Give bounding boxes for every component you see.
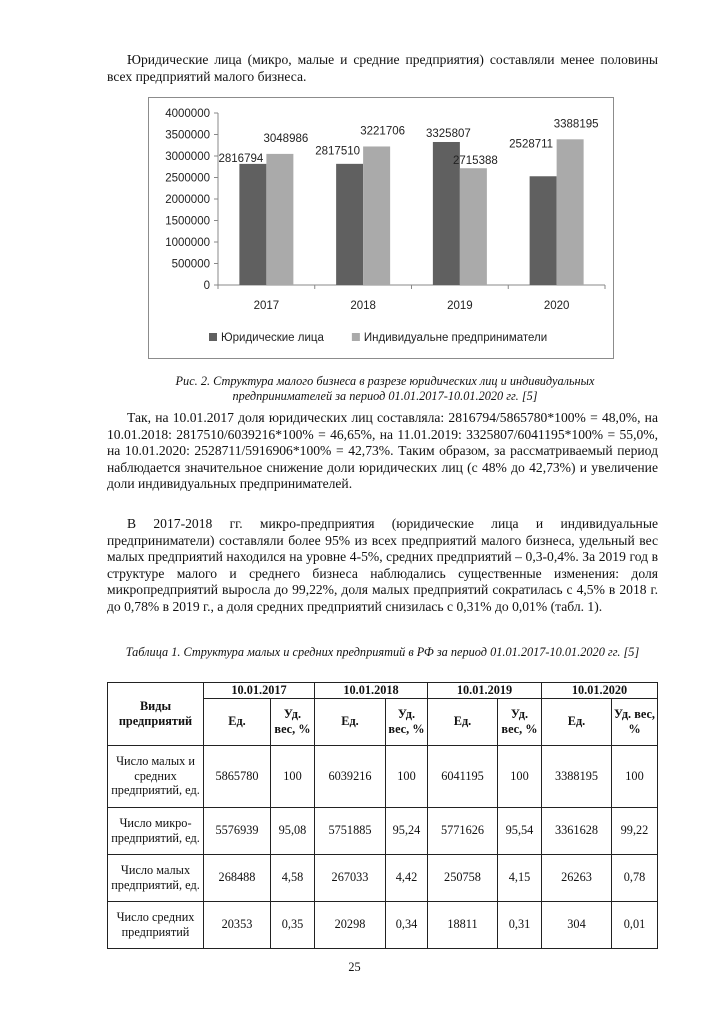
table-cell: 3361628 [542,807,612,854]
y-tick-label: 3000000 [165,151,210,163]
table-row [108,807,658,854]
bar [460,168,487,285]
share-header: Уд. вес, % [612,698,658,745]
x-tick-label: 2017 [253,300,280,312]
data-label: 3221706 [360,125,406,138]
table-cell: 18811 [428,901,498,948]
paragraph-structure: В 2017-2018 гг. микро-предприятия (юридические лица и индивидуальные предприниматели) составляли более 95% из всех предприятий малого бизнеса, удельный вес малых предприятий находился на уровне 4-5%, средних предприятий – 0,3-0,4%. За 2019 год в структуре малого и среднего бизнеса наблюдались существенные изменения: доля микропредприятий выросла до 99,22%, доля малых предприятий сократилась с 4,5% в 2018 г. до 0,78% в 2019 г., а доля средних предприятий снизилась с 0,31% до 0,01% (табл. 1). [107,516,658,614]
table-cell: 6039216 [315,745,386,807]
data-label: 2816794 [218,152,264,165]
table-cell: 0,31 [498,901,542,948]
date-header: 10.01.2018 [315,683,428,699]
share-header: Уд. вес, % [271,698,315,745]
intro-paragraph: Юридические лица (микро, малые и средние предприятия) составляли менее половины всех предприятий малого бизнеса. [107,52,658,84]
table-cell: 99,22 [612,807,658,854]
y-tick-label: 2000000 [165,194,210,206]
legend-label: Индивидуальне предприниматели [363,332,548,344]
y-tick-label: 4000000 [165,108,210,120]
bar [266,154,293,285]
enterprise-structure-table [107,682,658,949]
table-corner-header: Виды предприятий [108,683,204,746]
table-cell: 304 [542,901,612,948]
table-caption: Таблица 1. Структура малых и средних предприятий в РФ за период 01.01.2017-10.01.2020 гг. [5] [125,645,640,659]
table-cell: 95,24 [386,807,428,854]
date-header: 10.01.2019 [428,683,542,699]
units-header: Ед. [428,698,498,745]
table-cell: 4,15 [498,854,542,901]
data-label: 2528711 [509,138,554,151]
y-tick-label: 500000 [171,258,210,271]
date-header: 10.01.2017 [204,683,315,699]
date-header: 10.01.2020 [542,683,658,699]
bar [530,176,557,285]
y-tick-label: 2500000 [165,172,210,185]
chart-canvas [149,98,615,360]
x-tick-label: 2020 [543,300,570,312]
table-row [108,745,658,807]
table-cell: 3388195 [542,745,612,807]
legend-swatch [209,333,217,341]
data-label: 2715388 [452,155,498,168]
bar [336,164,363,285]
y-tick-label: 1000000 [165,237,210,249]
table-row [108,854,658,901]
table-cell: 5771626 [428,807,498,854]
table-cell: 0,35 [271,901,315,948]
table-cell: 0,78 [612,854,658,901]
table-cell: 6041195 [428,745,498,807]
table-cell: 0,01 [612,901,658,948]
table-cell: 100 [612,745,658,807]
table-cell: 267033 [315,854,386,901]
page-number: 25 [348,960,361,974]
data-label: 3325807 [425,127,471,140]
units-header: Ед. [315,698,386,745]
bar [363,146,390,285]
legend-label: Юридические лица [221,332,324,344]
row-label: Число средних предприятий [108,901,204,948]
y-tick-label: 0 [203,280,210,292]
bar [557,139,584,285]
legend-swatch [352,333,360,341]
table-cell: 250758 [428,854,498,901]
table-cell: 100 [386,745,428,807]
table-cell: 268488 [204,854,271,901]
table-cell: 26263 [542,854,612,901]
x-tick-label: 2018 [350,300,376,312]
bar-chart [148,97,614,359]
table-cell: 95,08 [271,807,315,854]
bar [239,164,266,285]
y-tick-label: 3500000 [165,129,210,142]
table-cell: 95,54 [498,807,542,854]
figure-caption: Рис. 2. Структура малого бизнеса в разрезе юридических лиц и индивидуальных предпринимателей за период 01.01.2017-10.01.2020 гг. [5] [175,374,595,403]
table-cell: 20298 [315,901,386,948]
x-tick-label: 2019 [447,300,473,312]
table-row [108,901,658,948]
table-cell: 100 [271,745,315,807]
table-cell: 20353 [204,901,271,948]
table-cell: 100 [498,745,542,807]
paragraph-shares: Так, на 10.01.2017 доля юридических лиц составляла: 2816794/5865780*100% = 48,0%, на 10.01.2018: 2817510/6039216*100% = 46,65%, на 11.01.2019: 3325807/6041195*100% = 55,0%, на 10.01.2020: 2528711/5916906*100% = 42,73%. Таким образом, за рассматриваемый период наблюдается значительное снижение доли юридических лиц (с 48% до 42,73%) и увеличение доли индивидуальных предпринимателей. [107,410,658,492]
units-header: Ед. [542,698,612,745]
row-label: Число микро-предприятий, ед. [108,807,204,854]
table-cell: 4,58 [271,854,315,901]
table-cell: 5576939 [204,807,271,854]
row-label: Число малых предприятий, ед. [108,854,204,901]
y-tick-label: 1500000 [165,215,210,228]
row-label: Число малых и средних предприятий, ед. [108,745,204,807]
table-cell: 5751885 [315,807,386,854]
table-cell: 0,34 [386,901,428,948]
table-cell: 5865780 [204,745,271,807]
share-header: Уд. вес, % [498,698,542,745]
data-label: 3388195 [553,118,599,131]
data-label: 2817510 [315,145,361,158]
table-cell: 4,42 [386,854,428,901]
share-header: Уд. вес, % [386,698,428,745]
units-header: Ед. [204,698,271,745]
data-label: 3048986 [263,132,309,145]
